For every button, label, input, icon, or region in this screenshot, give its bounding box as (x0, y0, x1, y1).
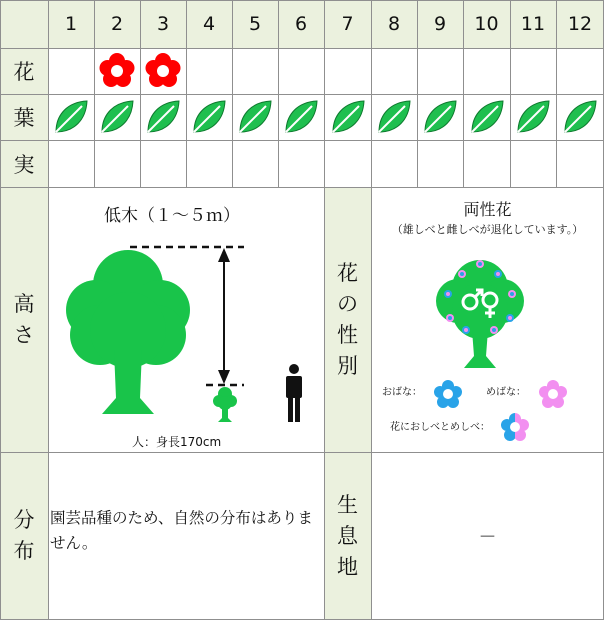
habitat-label-char-1: 生 (337, 492, 358, 517)
large-tree-icon (66, 250, 190, 414)
habitat-value: － (478, 527, 497, 548)
month-header-6: 6 (294, 13, 308, 35)
habitat-label-char-3: 地 (337, 554, 358, 579)
height-label (0, 187, 48, 452)
leaf-icon-month-11 (510, 94, 556, 140)
habitat-label (324, 452, 371, 620)
height-label-char-1: 高 (13, 291, 35, 316)
height-title: 低木（１～５ｍ） (104, 206, 240, 226)
month-header-9: 9 (433, 13, 447, 35)
distribution-label-char-1: 分 (13, 508, 35, 532)
bisexual-tree-icon (436, 260, 524, 368)
month-header-2: 2 (110, 13, 124, 35)
flower-sex-label-char-2: の (337, 291, 358, 316)
grid-line-horizontal (0, 48, 604, 49)
distribution-label-char-2: 布 (13, 539, 35, 563)
flower-sex-title: 両性花 (463, 200, 512, 219)
leaf-icon-month-6 (278, 94, 324, 140)
male-flower-icon (433, 379, 463, 409)
month-header-1: 1 (64, 13, 78, 35)
leaf-icon-month-7 (324, 94, 371, 140)
leaf-icon-month-9 (417, 94, 463, 140)
male-flower-label: おばな： (382, 387, 422, 398)
height-illustration (48, 230, 324, 430)
month-header-4: 4 (202, 13, 216, 35)
leaf-icon-month-5 (232, 94, 278, 140)
bisexual-flower-icon (500, 412, 530, 442)
leaf-icon-month-12 (556, 94, 604, 140)
flower-sex-label-char-1: 花 (337, 260, 358, 285)
person-icon (286, 364, 302, 422)
month-header-10: 10 (474, 13, 499, 35)
leaf-icon-month-3 (140, 94, 186, 140)
person-caption: 人：身長170cm (132, 435, 222, 449)
month-header-11: 11 (520, 13, 546, 35)
flower-sex-label-char-4: 別 (337, 353, 358, 378)
leaf-icon-month-4 (186, 94, 232, 140)
grid-line-horizontal (0, 140, 604, 141)
grid-line-horizontal (0, 187, 604, 188)
habitat-label-char-2: 息 (337, 523, 358, 548)
row-label-fruit: 実 (13, 152, 35, 177)
distribution-label (0, 452, 48, 620)
small-tree-icon (213, 387, 237, 422)
female-flower-icon (538, 379, 568, 409)
month-header-7: 7 (341, 13, 354, 35)
leaf-icon-month-8 (371, 94, 417, 140)
row-label-flower: 花 (13, 60, 35, 84)
row-label-leaf: 葉 (13, 106, 35, 130)
flower-icon-month-3 (140, 48, 186, 94)
month-header-8: 8 (387, 13, 401, 35)
month-header-3: 3 (156, 13, 170, 35)
leaf-icon-month-1 (48, 94, 94, 140)
flower-sex-label-char-3: 性 (337, 322, 358, 347)
distribution-text: 園芸品種のため、自然の分布はありません。 (50, 509, 313, 552)
flower-icon-month-2 (94, 48, 140, 94)
flower-sex-label (324, 187, 371, 452)
month-header-5: 5 (248, 13, 262, 35)
leaf-icon-month-2 (94, 94, 140, 140)
bisexual-tree-illustration (430, 256, 530, 374)
flower-sex-subtitle: （雄しべと雌しべが退化しています。） (391, 223, 584, 236)
height-label-char-2: さ (13, 322, 35, 347)
month-header-12: 12 (567, 13, 593, 35)
bisexual-flower-label: 花におしべとめしべ： (390, 422, 490, 433)
leaf-icon-month-10 (463, 94, 510, 140)
height-arrow-icon (218, 248, 230, 384)
female-flower-label: めばな： (486, 387, 526, 398)
